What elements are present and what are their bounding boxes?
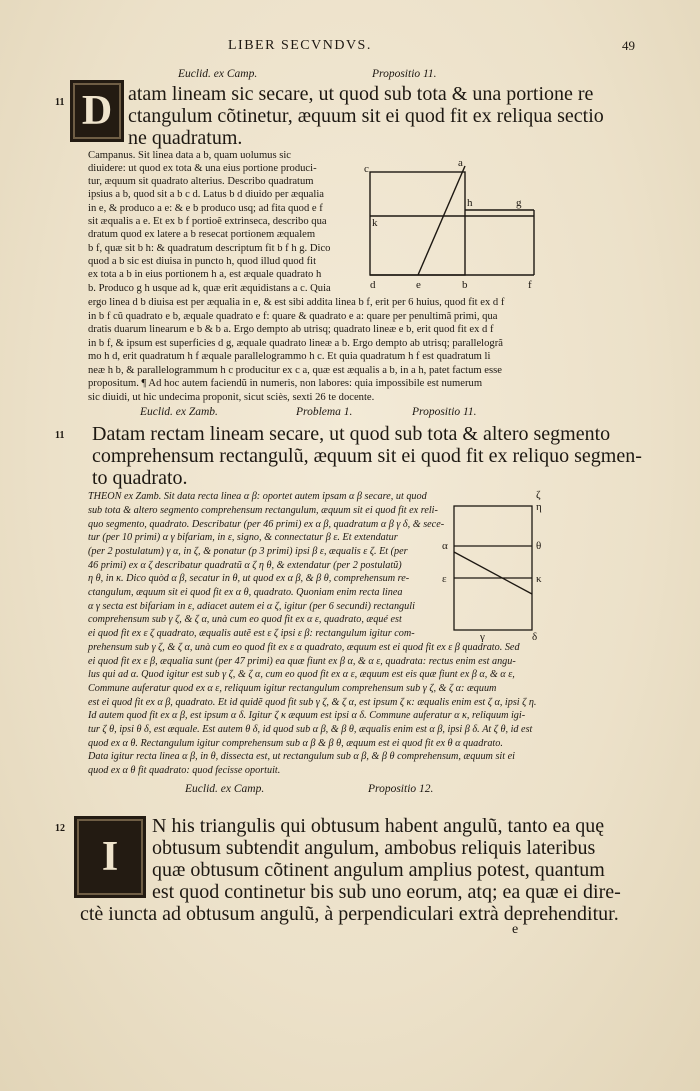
label-c: c — [364, 163, 369, 175]
prop-line: comprehensum rectangulũ, æquum sit ei quod fit ex reliquo segmen- — [92, 445, 642, 467]
theon-line: 46 primi) ex α ζ describatur quadratũ α ζ η θ, & extendatur (per 2 postulatũ) — [88, 560, 402, 571]
label-d: d — [370, 279, 376, 291]
problem-label: Problema 1. — [296, 406, 353, 418]
geometry-figure-2 — [440, 486, 552, 642]
commentary-line: neæ h b, & parallelogrammum h c producitur ex c a, quæ est æqualis a b, in a h, patet factum esse — [88, 365, 502, 376]
proposition-label: Propositio 11. — [412, 406, 477, 418]
commentary-line: diuidere: ut quod ex tota & una eius portione produci- — [88, 163, 317, 174]
commentary-line: ipsius a b, quod sit a b c d. Latus b d diuido per æqualia — [88, 189, 324, 200]
theon-line: tur (per 10 primi) α γ bifariam, in ε, signo, & connectatur β ε. Et extendatur — [88, 532, 398, 543]
folio-number: 49 — [622, 38, 635, 53]
commentary-line: dratum quod ex latere a b resecat portionem æqualem — [88, 229, 316, 240]
theon-line: comprehensum sub γ ζ, & ζ α, unà cum eo quod fit ex α ε, quadrato, æqué est — [88, 614, 402, 625]
prop-line: ne quadratum. — [128, 127, 243, 149]
commentary-line: b. Produco g h usque ad k, quæ erit æquidistans a c. Quia — [88, 283, 331, 294]
commentary-line: Campanus. Sit linea data a b, quam uolumus sic — [88, 150, 292, 161]
theon-line: ei quod fit ex ε β, æqualia sunt (per 47 primi) ea quæ fiunt ex β α, & α ε, quadrata: rectus enim est angu- — [88, 656, 516, 667]
prop-line: N his triangulis qui obtusum habent angulũ, tanto ea quę — [152, 815, 605, 837]
prop-line: to quadrato. — [92, 467, 188, 489]
theon-line: Data igitur recta linea α β, in θ, dissecta est, ut rectangulum sub α β, & β θ comprehensum, æquum sit ei — [88, 751, 515, 762]
commentary-line: dratis duarum linearum e b & b a. Ergo dempto ab utrisq; quadrato lineæ e b, erit quod fit ex d f — [88, 324, 494, 335]
commentary-line: b f, quæ sit b h: & quadratum descriptum fit b f h g. Dico — [88, 243, 331, 254]
theon-line: Commune auferatur quod ex α ε, reliquum igitur rectangulum comprehensum sub γ ζ, & ζ α: æquum — [88, 683, 497, 694]
label-kappa: κ — [536, 573, 542, 585]
theon-line: quod ex α θ fit quadrato: quod fecisse oportuit. — [88, 765, 281, 776]
label-k: k — [372, 217, 378, 229]
prop-line: ctangulum cõtinetur, æquum sit ei quod fit ex reliqua sectio — [128, 105, 604, 127]
label-e: e — [416, 279, 421, 291]
decorated-initial-d: D — [70, 80, 124, 142]
label-alpha: α — [442, 540, 448, 552]
theon-line: quod ex α θ. Rectangulum igitur comprehensum sub α β & β θ, æquum est ei quod fit ex θ α quadrato. — [88, 738, 503, 749]
margin-number: 11 — [55, 430, 65, 441]
source-label-camp: Euclid. ex Camp. — [185, 783, 265, 795]
prop-line: ctè iuncta ad obtusum angulũ, à perpendiculari extrà deprehenditur. — [80, 903, 619, 925]
label-eta: η — [536, 501, 542, 513]
prop-line: est quod continetur bis sub uno eorum, atq; ea quæ ei dire- — [152, 881, 621, 903]
theon-line: lus qui ad α. Quod igitur est sub γ ζ, & ζ α, cum eo quod fit ex α ε, æquum est eis quæ fiunt ex β α, & α ε, — [88, 669, 515, 680]
commentary-line: in b f, & ipsum est superficies d g, æquale quadrato lineæ a b. Ergo dempto ab utrisq; parallelogrã — [88, 338, 503, 349]
label-delta: δ — [532, 631, 538, 642]
theon-line: tur ζ θ, ipsi θ δ, est æquale. Est autem θ δ, id quod sub α β, & β θ, æqualis enim est α β, ipsi β δ. At ζ θ, id est — [88, 724, 533, 735]
commentary-line: tur, æquum sit quadrato alterius. Describo quadratum — [88, 176, 314, 187]
prop-line: atam lineam sic secare, ut quod sub tota & una portione re — [128, 83, 594, 105]
theon-line: α γ secta est bifariam in ε, adiacet autem ei α ζ, igitur (per 6 secundi) rectanguli — [88, 601, 415, 612]
label-g: g — [516, 197, 522, 209]
label-f: f — [528, 279, 532, 291]
source-label-zamb: Euclid. ex Zamb. — [140, 406, 218, 418]
label-b: b — [462, 279, 468, 291]
theon-line: Id autem quod fit ex α β, est ipsum α δ. Igitur ζ κ æquum est ipsi α δ. Commune auferatur α κ, reliquum igi- — [88, 710, 526, 721]
source-label-camp: Euclid. ex Camp. — [178, 68, 258, 80]
theon-line: sub tota & altero segmento comprehensum rectangulum, æquum sit ei quod fit ex reli- — [88, 505, 438, 516]
theon-line: est ei quod fit ex α β, quadrato. Et id quidẽ quod fit sub γ ζ, & ζ α, est ipsum ζ κ: æqualis enim est ζ α, ipsi ζ η. — [88, 697, 537, 708]
catchword: e — [512, 922, 519, 937]
proposition-label: Propositio 12. — [368, 783, 434, 795]
commentary-line: in e, & produco a e: & e b produco usq; ad fita quod e f — [88, 203, 323, 214]
commentary-line: sic diuidi, ut hic undecima proponit, sicut sciès, sexti 26 te docente. — [88, 392, 375, 403]
commentary-line: sit æqualis a e. Et ex b f portioẽ extrinseca, describo qua — [88, 216, 327, 227]
label-epsilon: ε — [442, 573, 447, 585]
theon-line: ei quod fit ex ε ζ quadrato, æqualis autẽ est ε ζ ipsi ε β: rectangulum igitur com- — [88, 628, 415, 639]
margin-number: 11 — [55, 97, 65, 108]
commentary-line: quod a b sic est diuisa in puncto h, quod illud quod fit — [88, 256, 317, 267]
commentary-line: propositum. ¶ Ad hoc autem faciendũ in numeris, non labores: quia impossibile est numerum — [88, 378, 483, 389]
prop-line: quæ obtusum cõtinent angulum amplius potest, quantum — [152, 859, 605, 881]
theon-line: quo segmento, quadrato. Describatur (per 46 primi) ex α β, quadratum α β γ δ, & sece- — [88, 519, 445, 530]
label-zeta: ζ — [536, 489, 541, 501]
prop-line: Datam rectam lineam secare, ut quod sub tota & altero segmento — [92, 423, 611, 445]
margin-number: 12 — [55, 823, 65, 834]
theon-line: ctangulum, æquum sit ei quod fit ex α θ, quadrato. Quoniam enim recta linea — [88, 587, 403, 598]
theon-line: (per 2 postulatum) γ α, in ζ, & ponatur (p 3 primi) ipsi β ε, æqualis ε ζ. Et (per — [88, 546, 408, 557]
label-h: h — [467, 197, 473, 209]
theon-line: prehensum sub γ ζ, & ζ α, unà cum eo quod fit ex ε α quadrato, æquum est ei quod fit ex ε β quadrato. Sed — [88, 642, 520, 653]
prop-line: obtusum subtendit angulum, ambobus reliquis lateribus — [152, 837, 596, 859]
commentary-line: in b f cũ quadrato e b, æquale quadrato e f: quare & quadrato e a: quare per penultimã primi, qua — [88, 311, 498, 322]
theon-line: η θ, in κ. Dico quòd α β, secatur in θ, ut quod ex α β, & β θ, comprehensum re- — [88, 573, 410, 584]
commentary-line: mo h d, erit quadratum h f æquale parallelogrammo h c. Et quia quadratum h f est quadratum li — [88, 351, 491, 362]
commentary-line: ergo linea d b diuisa est per æqualia in e, & est sibi addita linea b f, erit per 6 huius, quod fit ex d f — [88, 297, 505, 308]
label-gamma: γ — [480, 631, 485, 642]
decorated-initial-i: I — [74, 816, 146, 898]
label-a: a — [458, 158, 463, 169]
proposition-label: Propositio 11. — [372, 68, 437, 80]
label-theta: θ — [536, 540, 542, 552]
geometry-figure-1 — [358, 158, 558, 293]
theon-line: THEON ex Zamb. Sit data recta linea α β: oportet autem ipsam α β secare, ut quod — [88, 491, 427, 502]
running-title: LIBER SECVNDVS. — [228, 38, 372, 53]
commentary-line: ex tota a b in eius portionem h a, est æquale quadrato h — [88, 269, 322, 280]
